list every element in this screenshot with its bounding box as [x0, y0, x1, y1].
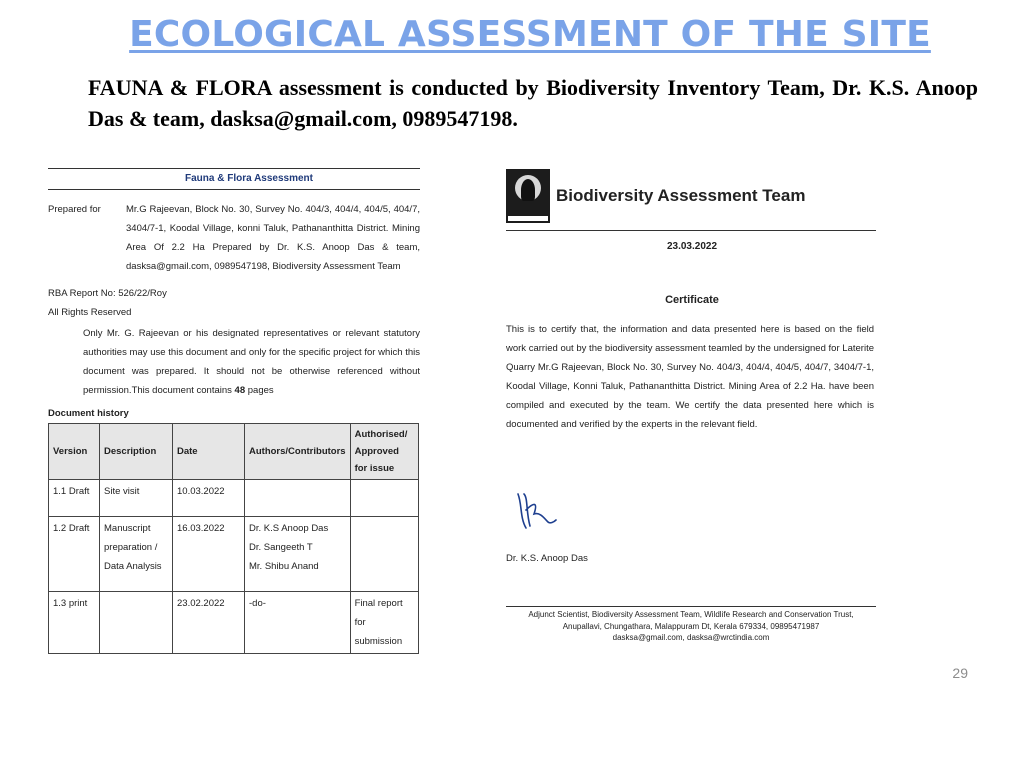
cell-approved: Final report for submission [350, 592, 418, 654]
document-heading: Fauna & Flora Assessment [184, 173, 313, 184]
page-number: 29 [952, 665, 968, 681]
certificate-document [506, 168, 878, 644]
cell-description: Site visit [100, 480, 173, 517]
intro-text: FAUNA & FLORA assessment is conducted by Biodiversity Inventory Team, Dr. K.S. Anoop Das & team, dasksa@gmail.com, 0989547198. [88, 75, 978, 131]
footer-address [506, 609, 876, 644]
author-name: Dr. K.S Anoop Das [249, 523, 329, 534]
cell-date: 16.03.2022 [173, 517, 245, 592]
cell-approved [350, 517, 418, 592]
author-name: -do- [249, 598, 266, 609]
footer-line: dasksa@gmail.com, dasksa@wrctindia.com [612, 633, 770, 642]
cell-approved [350, 480, 418, 517]
cell-description [100, 592, 173, 654]
cell-authors [245, 517, 351, 592]
rights-text: Only Mr. G. Rajeevan or his designated representatives or relevant statutory authorities may use this document and only for the specific project for which this document was prepared. It should not be otherwise referenced without permission.This document contains [83, 328, 420, 396]
report-number: RBA Report No: 526/22/Roy [48, 288, 167, 299]
author-name: Mr. Shibu Anand [249, 561, 319, 572]
signature-image [512, 488, 558, 534]
cell-version: 1.2 Draft [49, 517, 100, 592]
table-row [49, 480, 419, 517]
table-row [49, 517, 419, 592]
header-rule [506, 230, 876, 231]
footer-line: Anupallavi, Chungathara, Malappuram Dt, Kerala 679334, 09895471987 [562, 621, 820, 631]
page-count: 48 [234, 385, 246, 396]
prepared-for-text: Mr.G Rajeevan, Block No. 30, Survey No. 404/3, 404/4, 404/5, 404/7, 3404/7-1, Koodal Village, konni Taluk, Pathananthitta District. Mining Area Of 2.2 Ha Prepared by Dr. K.S. Anoop Das & team, dasksa@gmail.com, 0989547198, Biodiversity Assessment Team [126, 204, 420, 272]
team-logo [506, 169, 550, 223]
certificate-body: This is to certify that, the information and data presented here is based on the field work carried out by the biodiversity assessment teamled by the undersigned for Laterite Quarry Mr.G Rajeevan, Block No. 30, Survey No. 404/3, 404/4, 404/5, 404/7, 3404/7-1, Koodal Village, Konni Taluk, Pathananthitta District. Mining Area of 2.2 Ha. have been compiled and executed by the team. We certify the data presented here which is documented and verified by the experts in the relevant field. [506, 324, 874, 430]
rights-body [83, 324, 420, 400]
table-header-row [49, 424, 419, 480]
heading-rule [48, 189, 420, 190]
team-header [506, 168, 878, 223]
author-name: Dr. Sangeeth T [249, 542, 313, 553]
cell-authors [245, 480, 351, 517]
certificate-date: 23.03.2022 [666, 241, 718, 252]
pages-word: pages [247, 385, 274, 396]
cell-version: 1.3 print [49, 592, 100, 654]
signer-name: Dr. K.S. Anoop Das [506, 553, 588, 564]
cell-version: 1.1 Draft [49, 480, 100, 517]
slide-title: ECOLOGICAL ASSESSMENT OF THE SITE [129, 14, 931, 55]
cell-date: 10.03.2022 [173, 480, 245, 517]
document-history-table [48, 423, 419, 654]
cell-date: 23.02.2022 [173, 592, 245, 654]
fauna-flora-document [48, 168, 420, 654]
header-date: Date [173, 424, 245, 480]
table-row [49, 592, 419, 654]
header-authors: Authors/Contributors [245, 424, 351, 480]
certificate-title: Certificate [665, 294, 719, 306]
prepared-for-row [48, 200, 420, 276]
header-version: Version [49, 424, 100, 480]
cell-authors [245, 592, 351, 654]
footer-rule [506, 606, 876, 607]
cell-description: Manuscript preparation / Data Analysis [100, 517, 173, 592]
header-description: Description [100, 424, 173, 480]
document-history-title: Document history [48, 408, 129, 419]
prepared-for-label: Prepared for [48, 204, 101, 215]
header-approved: Authorised/ Approved for issue [350, 424, 418, 480]
rights-label: All Rights Reserved [48, 307, 132, 318]
footer-line: Adjunct Scientist, Biodiversity Assessment Team, Wildlife Research and Conservation Trust, [528, 610, 854, 619]
team-name: Biodiversity Assessment Team [556, 185, 806, 205]
